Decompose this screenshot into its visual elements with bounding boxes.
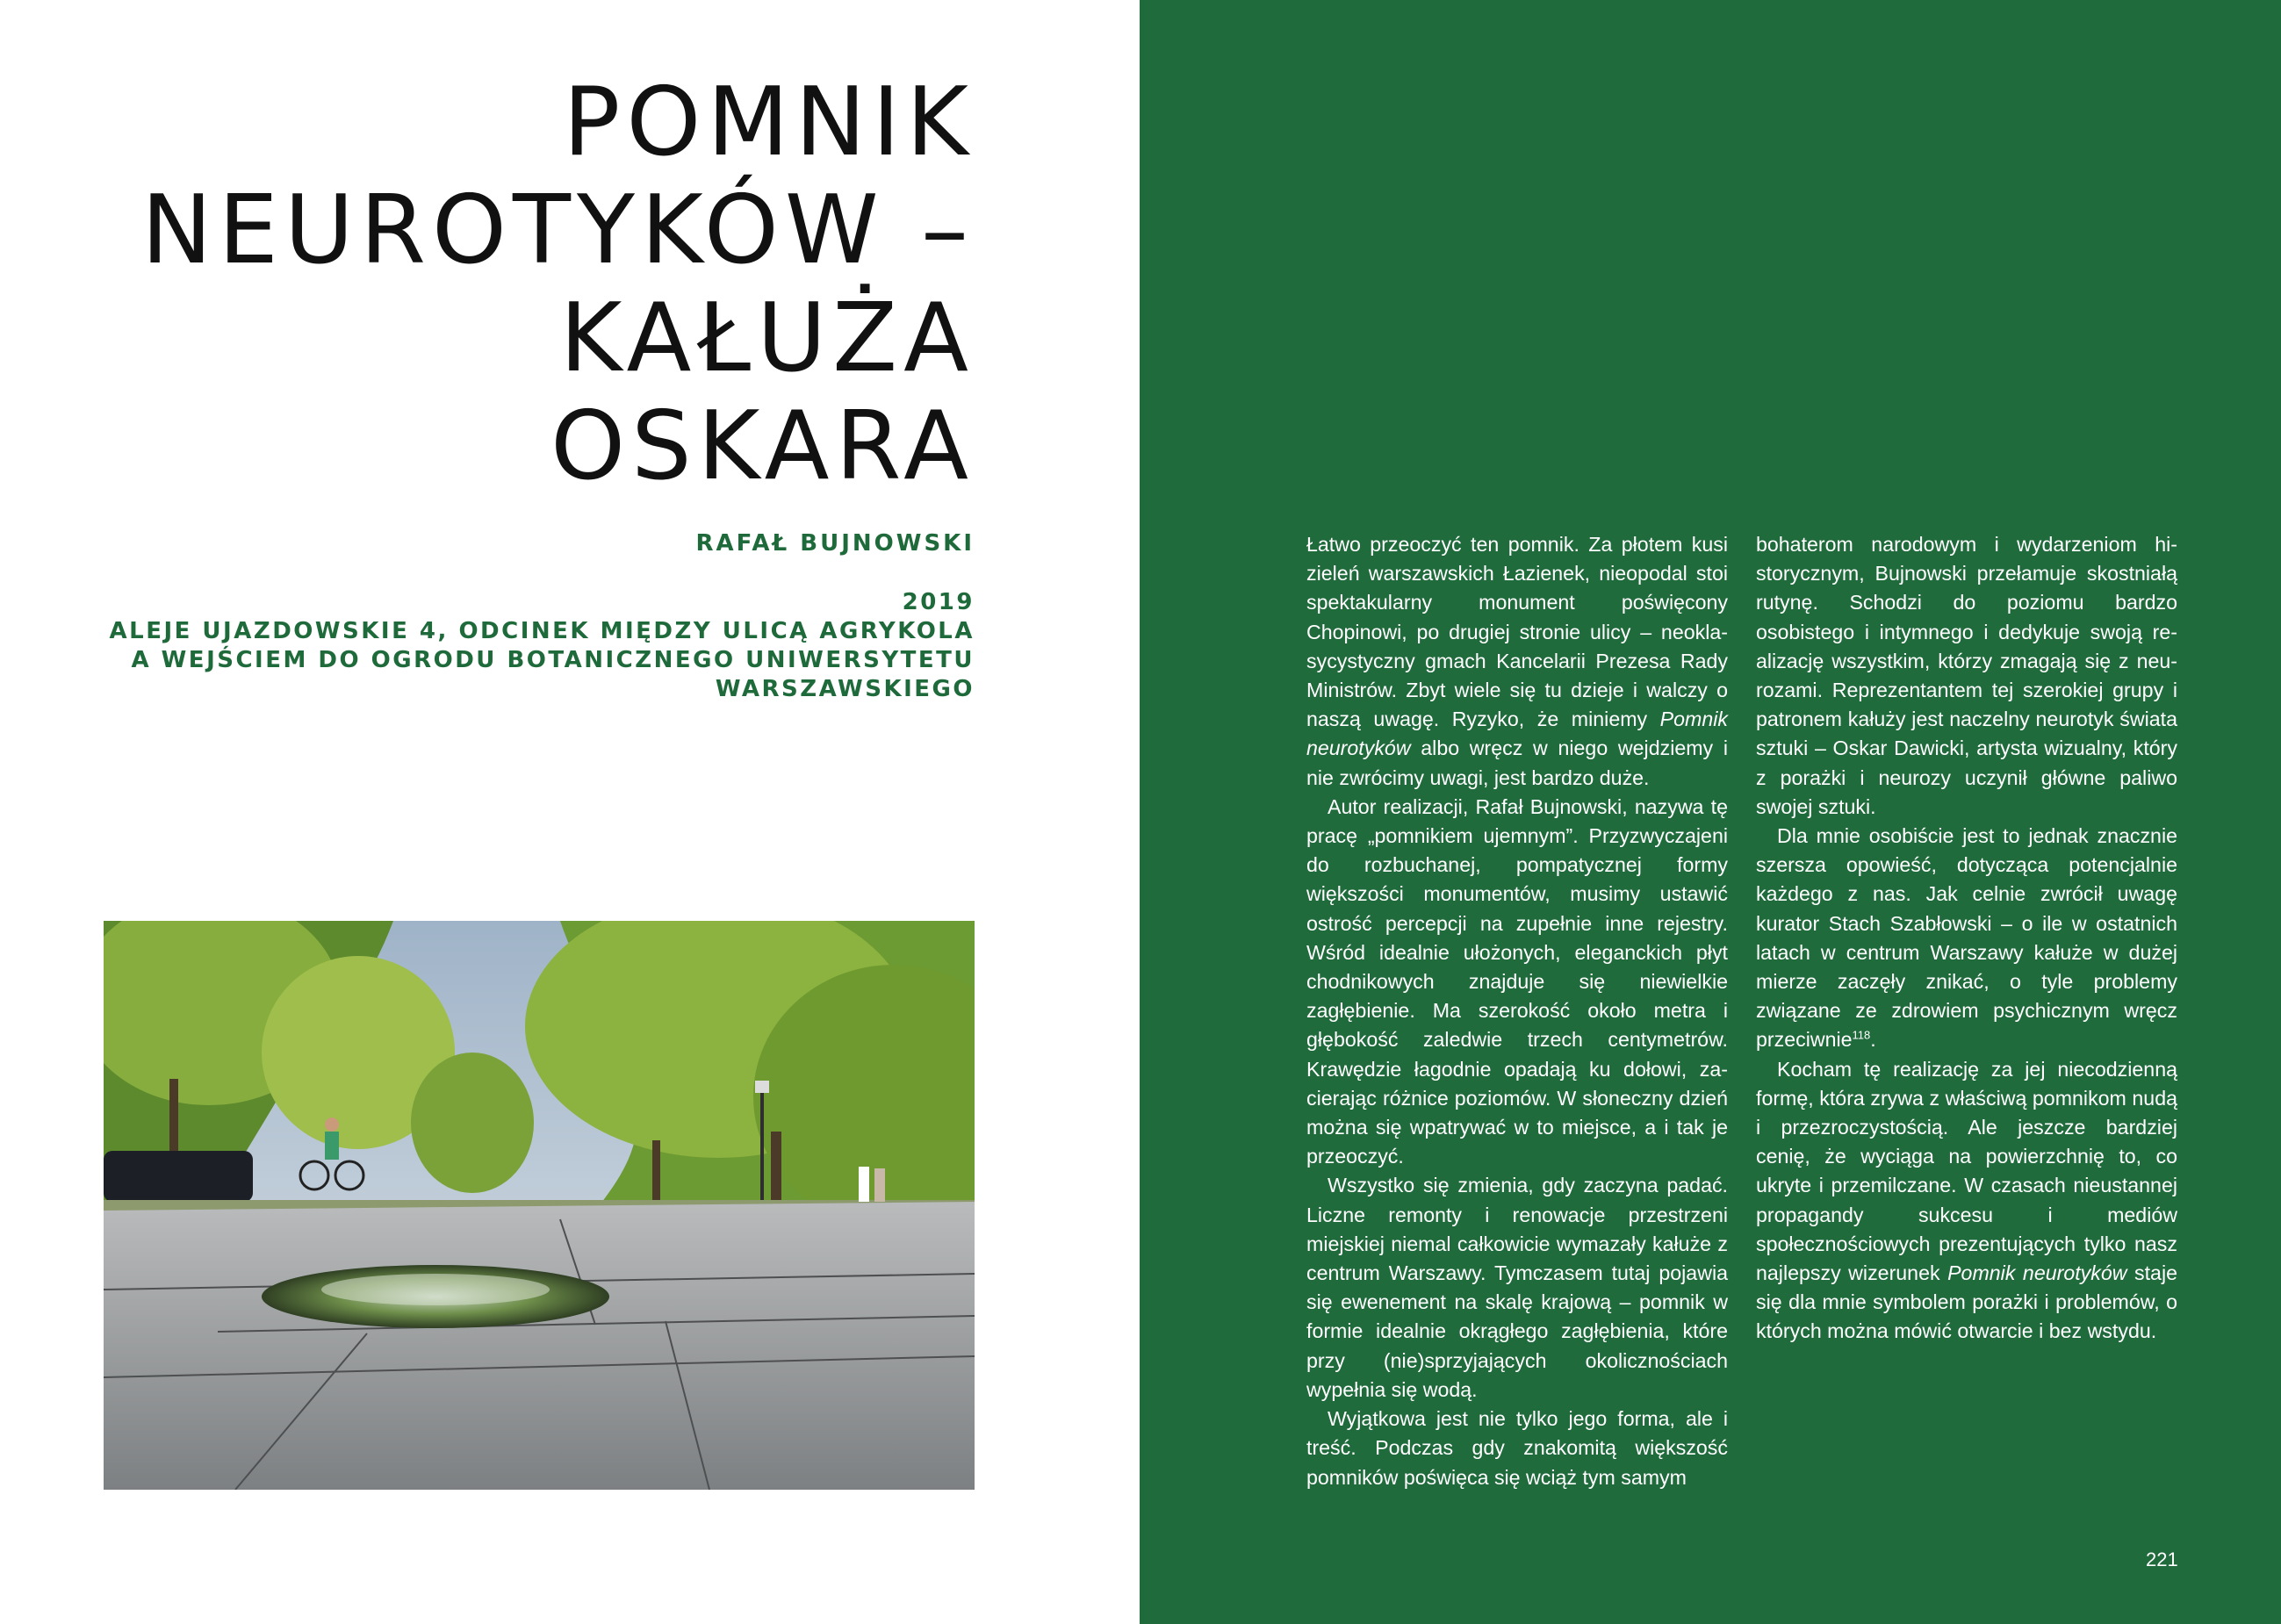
body-paragraph (1756, 822, 2177, 1055)
footnote-reference: 118 (1852, 1028, 1871, 1042)
title-line: POMNIK (563, 68, 975, 177)
paragraph-text: Wszystko się zmienia, gdy zaczyna padać. Liczne remonty i renowacje przestrzeni miejskiej niemal całkowicie wymazały kałuże z centrum Warszawy. Tymczasem tutaj pojawia się ewenement na skalę krajową – pomnik w formie idealnie okrągłego zagłębienia, które przy (nie)sprzyjających okolicznościach wypełnia się wodą. (1306, 1174, 1728, 1401)
paragraph-text: Autor realizacji, Rafał Bujnowski, nazywa tę pracę „pomnikiem ujemnym”. Przyzwyczajeni do rozbuchanej, pompatycznej formy większości monumentów, musimy ustawić ostrość percepcji na zupełnie inne rejestry. Wśród idealnie ułożonych, eleganckich płyt chodnikowych znajduje się niewielkie zagłębienie. Ma szerokość około metra i głębokość zaledwie trzech centymetrów. Krawędzie łagodnie opadają ku dołowi, zacierając różnice poziomów. W słoneczny dzień można się wpatrywać w to miejsce, a i tak je przeoczyć. (1306, 794, 1728, 1168)
right-page (1140, 0, 2281, 1624)
artwork-location-line: WARSZAWSKIEGO (715, 676, 975, 702)
title-line: NEUROTYKÓW – (140, 176, 975, 285)
paragraph-text: . (1870, 1028, 1876, 1052)
body-paragraph (1756, 1055, 2177, 1347)
page-number: 221 (2146, 1549, 2178, 1570)
artwork-title-italic: Pomnik neurotyków (1947, 1261, 2127, 1285)
text-column-1 (1306, 530, 1728, 1492)
author-name: RAFAŁ BUJNOWSKI (695, 530, 975, 557)
paragraph-text: albo wręcz w niego wejdziemy i nie zwrócimy uwagi, jest bardzo duże. (1306, 737, 1728, 789)
artwork-year: 2019 (902, 589, 975, 615)
left-page (0, 0, 1140, 1624)
monument-photo (104, 921, 975, 1490)
artwork-title-italic: Pomnik neurotyków (1306, 708, 1728, 760)
text-column-2 (1756, 530, 2177, 1347)
artwork-location-line: ALEJE UJAZDOWSKIE 4, ODCINEK MIĘDZY ULICĄ AGRYKOLA (109, 618, 975, 644)
body-paragraph (1306, 1171, 1728, 1405)
body-paragraph (1306, 530, 1728, 793)
monument-photo-illustration (104, 921, 975, 1490)
paragraph-text: Dla mnie osobiście jest to jednak znacznie szersza opowieść, dotycząca potencjalnie każdego z nas. Jak celnie zwrócił uwagę kurator Stach Szabłowski – o ile w ostatnich latach w centrum Warszawy kałuże w dużej mierze zaczęły znikać, o tyle problemy związane ze zdrowiem psychicznym wręcz przeciwnie (1756, 824, 2177, 1052)
paragraph-text: bohaterom narodowym i wydarzeniom historycznym, Bujnowski przełamuje skostniałą rutynę. Schodzi do poziomu bardzo osobistego i intymnego i dedykuje swoją realizację wszystkim, którzy zmagają się z neurozami. Reprezentantem tej szerokiej grupy i patronem kałuży jest naczelny neurotyk świata sztuki – Oskar Dawicki, artysta wizualny, który z porażki i neurozy uczynił główne paliwo swojej sztuki. (1756, 533, 2177, 818)
artwork-meta (9, 588, 975, 704)
paragraph-text: Wyjątkowa jest nie tylko jego forma, ale i treść. Podczas gdy znakomitą większość pomników poświęca się wciąż tym samym (1306, 1407, 1728, 1489)
artwork-location-line: A WEJŚCIEM DO OGRODU BOTANICZNEGO UNIWERSYTETU (131, 647, 975, 673)
body-paragraph (1306, 793, 1728, 1172)
paragraph-text: Kocham tę realizację za jej niecodzienną formę, która zrywa z właściwą pomnikom nudą i przezroczystością. Ale jeszcze bardziej cenię, że wyciąga na powierzchnię to, co ukryte i przemilczane. W czasach nieustannej propagandy sukcesu i mediów społecznościowych prezentujących tylko nasz najlepszy wizerunek (1756, 1057, 2177, 1285)
title-line: KAŁUŻA (559, 284, 975, 393)
article-title (0, 68, 975, 500)
body-paragraph (1306, 1405, 1728, 1492)
paragraph-text: staje się dla mnie symbolem porażki i problemów, o których można mówić otwarcie i bez wstydu. (1756, 1261, 2177, 1343)
title-line: OSKARA (550, 392, 975, 501)
paragraph-text: Łatwo przeoczyć ten pomnik. Za płotem kusi zieleń warszawskich Łazienek, nieopodal stoi spektakularny monument poświęcony Chopinowi, po drugiej stronie ulicy – neoklasycystyczny gmach Kancelarii Prezesa Rady Ministrów. Zbyt wiele się tu dzieje i walczy o naszą uwagę. Ryzyko, że miniemy (1306, 533, 1728, 731)
body-paragraph (1756, 530, 2177, 822)
